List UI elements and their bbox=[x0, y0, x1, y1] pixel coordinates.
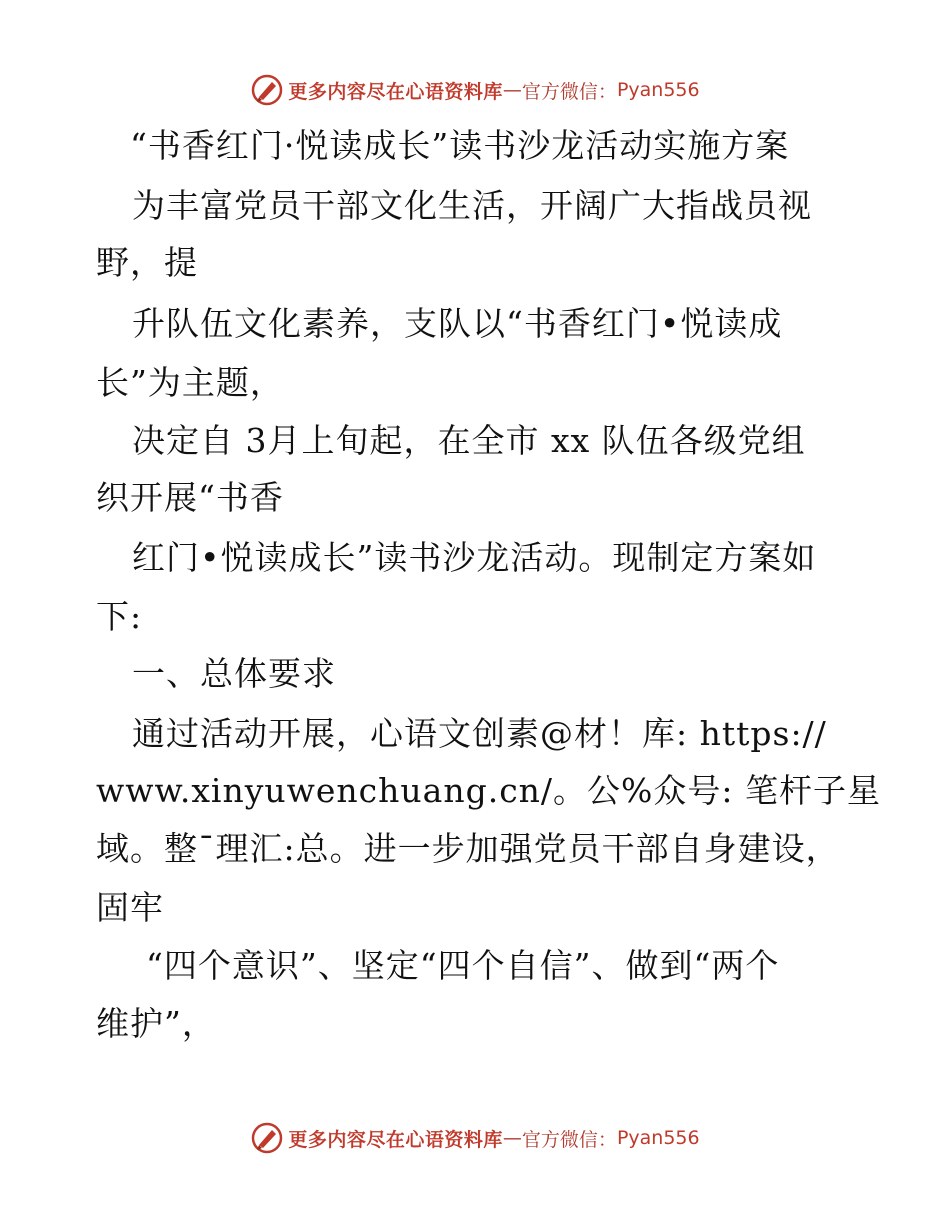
text-line: 长”为主题， bbox=[96, 363, 284, 402]
text-line: 维护”， bbox=[96, 1004, 216, 1043]
footer-banner bbox=[0, 1118, 950, 1158]
text-line: 固牢 bbox=[96, 888, 164, 927]
banner-main-text: 更多内容尽在心语资料库 bbox=[288, 1128, 503, 1151]
banner-wechat-id: Pyan556 bbox=[616, 79, 700, 101]
text-line: 为丰富党员干部文化生活，开阔广大指战员视 bbox=[132, 186, 812, 225]
banner-wechat-label: 官方微信： bbox=[521, 1128, 617, 1151]
banner-main-text: 更多内容尽在心语资料库 bbox=[288, 80, 503, 103]
text-line: 升队伍文化素养，支队以“书香红门•悦读成 bbox=[132, 304, 783, 343]
banner-wechat-label: 官方微信： bbox=[521, 80, 617, 103]
document-title: “书香红门·悦读成长”读书沙龙活动实施方案 bbox=[130, 126, 790, 165]
text-line: 下: bbox=[96, 597, 143, 636]
text-line: “四个意识”、坚定“四个自信”、做到“两个 bbox=[146, 946, 780, 985]
text-line: www.xinyuwenchuang.cn/。公%众号: 笔杆子星 bbox=[96, 771, 882, 810]
text-line: 野，提 bbox=[96, 243, 198, 282]
text-line: 域。整¯理汇:总。进一步加强党员干部自身建设， bbox=[96, 829, 840, 868]
banner-separator: — bbox=[502, 79, 522, 101]
text-line: 通过活动开展，心语文创素@材！库: https:// bbox=[132, 714, 827, 753]
text-line: 红门•悦读成长”读书沙龙活动。现制定方案如 bbox=[132, 538, 817, 577]
pen-logo-icon bbox=[250, 1121, 284, 1155]
banner-wechat-id: Pyan556 bbox=[616, 1127, 700, 1149]
section-heading: 一、总体要求 bbox=[132, 654, 336, 693]
text-line: 决定自 3月上旬起，在全市 xx 队伍各级党组 bbox=[132, 421, 806, 460]
banner-separator: — bbox=[502, 1127, 522, 1149]
text-line: 织开展“书香 bbox=[96, 478, 284, 517]
